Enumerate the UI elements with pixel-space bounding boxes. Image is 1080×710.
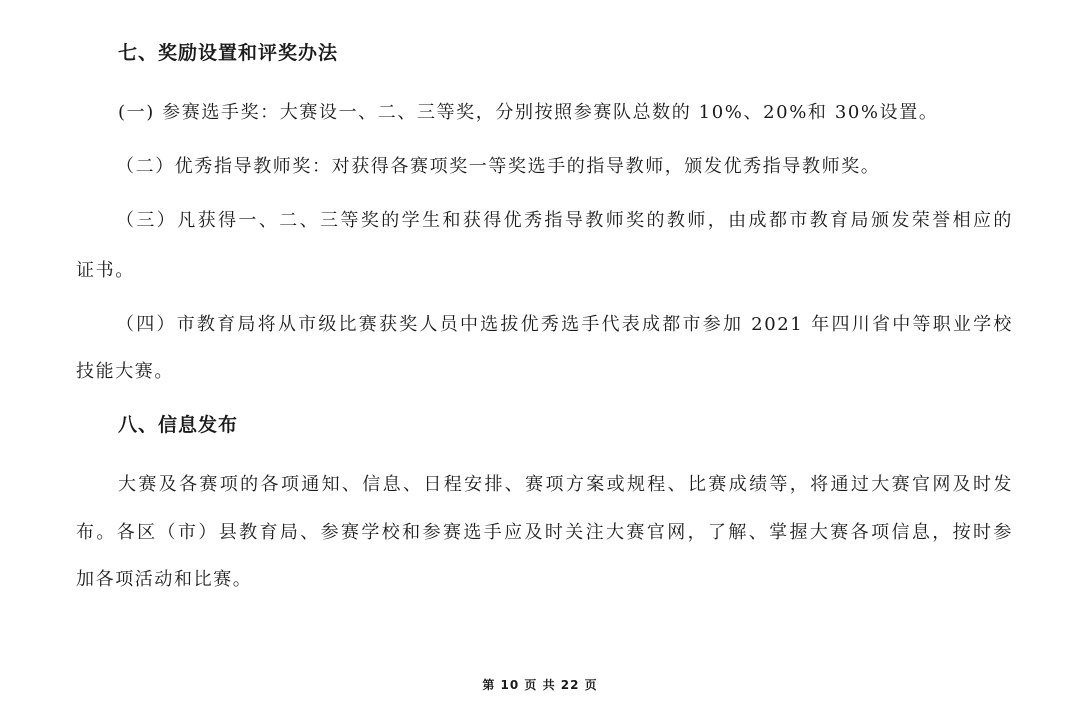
page-number-footer: 第 10 页 共 22 页 [482,678,598,692]
paragraph-certificate-line2: 证书。 [76,260,135,281]
paragraph-info-line1: 大赛及各赛项的各项通知、信息、日程安排、赛项方案或规程、比赛成绩等，将通过大赛官网及时发 [118,474,1013,495]
section-heading-rewards: 七、奖励设置和评奖办法 [118,42,339,64]
section-heading-info: 八、信息发布 [118,414,239,436]
paragraph-selection-line2: 技能大赛。 [76,361,174,382]
paragraph-info-line2: 布。各区（市）县教育局、参赛学校和参赛选手应及时关注大赛官网，了解、掌握大赛各项信息，按时参 [76,522,1013,543]
paragraph-instructor-award: （二）优秀指导教师奖：对获得各赛项奖一等奖选手的指导教师，颁发优秀指导教师奖。 [116,156,881,177]
paragraph-contestant-award: (一) 参赛选手奖：大赛设一、二、三等奖，分别按照参赛队总数的 10%、20%和 30%设置。 [118,102,939,123]
paragraph-certificate-line1: （三）凡获得一、二、三等奖的学生和获得优秀指导教师奖的教师，由成都市教育局颁发荣誉相应的 [116,210,1013,231]
paragraph-selection-line1: （四）市教育局将从市级比赛获奖人员中选拔优秀选手代表成都市参加 2021 年四川省中等职业学校 [116,314,1013,335]
paragraph-info-line3: 加各项活动和比赛。 [76,569,253,590]
